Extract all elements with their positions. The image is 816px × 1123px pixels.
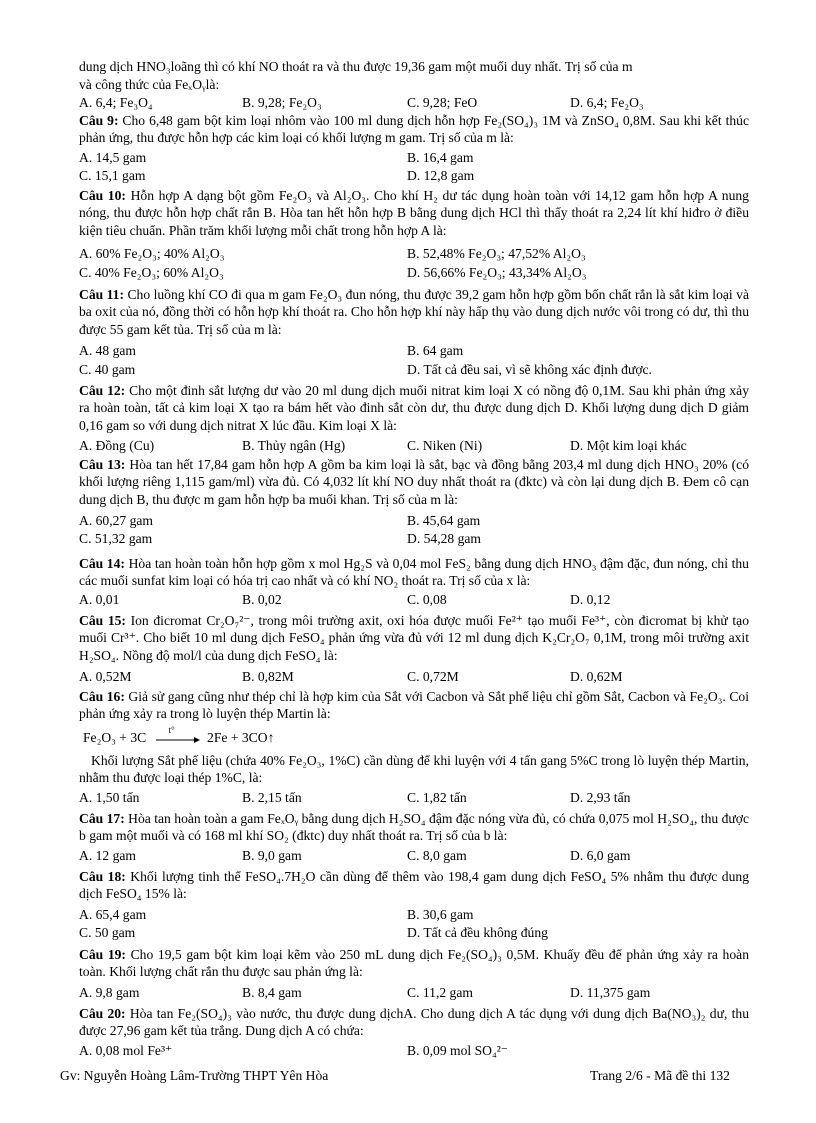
question-label: Câu 18: bbox=[79, 869, 126, 884]
option-d: D. Tất cả đều sai, vì sẽ không xác định được. bbox=[407, 362, 652, 377]
option-b: B. 9,28; Fe₂O₃ bbox=[242, 95, 322, 110]
option-d: D. 2,93 tấn bbox=[570, 790, 631, 805]
option-b: B. 16,4 gam bbox=[407, 150, 474, 165]
question-text: Giả sử gang cũng như thép chỉ là hợp kim của Sắt với Cacbon và Sắt phế liệu chỉ gồm Sắt, Cacbon và Fe₂O₃. Coi phản ứng xảy ra trong lò luyện thép Martin là: bbox=[79, 689, 749, 722]
option-d: D. 0,62M bbox=[570, 669, 623, 684]
options-row bbox=[79, 361, 749, 379]
question-15 bbox=[79, 612, 749, 664]
option-a: A. 14,5 gam bbox=[79, 150, 147, 165]
question-label: Câu 9: bbox=[79, 113, 119, 128]
question-label: Câu 13: bbox=[79, 457, 126, 472]
question-label: Câu 12: bbox=[79, 383, 126, 398]
question-16-continued: Khối lượng Sắt phế liệu (chứa 40% Fe₂O₃, 1%C) cần dùng để khi luyện với 4 tấn gang 5%C trong lò luyện thép Martin, nhằm thu được loại thép 1%C, là: bbox=[79, 753, 749, 786]
options-row bbox=[79, 512, 749, 530]
option-b: B. 0,82M bbox=[242, 669, 294, 684]
reaction-equation bbox=[83, 724, 275, 746]
intro-line-2: và công thức của FeₓOᵧlà: bbox=[79, 77, 220, 92]
option-d: D. 12,8 gam bbox=[407, 168, 475, 183]
option-c: C. 11,2 gam bbox=[407, 985, 473, 1000]
question-text: Cho một đinh sắt lượng dư vào 20 ml dung dịch muối nitrat kim loại X có nồng độ 0,1M. Sau khi phản ứng xảy ra hoàn toàn, tất cả kim loại X tạo ra bám hết vào đinh sắt còn dư, thu được dung dịch D. Khối lượng dung dịch D giảm 0,16 gam so với dung dịch nitrat X lúc đầu. Kim loại X là: bbox=[79, 383, 749, 433]
option-d: D. 56,66% Fe₂O₃; 43,34% Al₂O₃ bbox=[407, 265, 587, 280]
option-c: C. 0,08 bbox=[407, 592, 447, 607]
question-text: Ion đicromat Cr₂O₇²⁻, trong môi trường axit, oxi hóa được muối Fe²⁺ tạo muối Fe³⁺, còn đicromat bị khử tạo muối Cr³⁺. Cho biết 10 ml dung dịch FeSO₄ phản ứng vừa đủ với 12 ml dung dịch K₂Cr₂O₇ 0,1M, trong môi trường axit H₂SO₄. Nồng độ mol/l của dung dịch FeSO₄ là: bbox=[79, 613, 749, 663]
option-c: C. 40 gam bbox=[79, 362, 136, 377]
option-a: A. 9,8 gam bbox=[79, 985, 140, 1000]
option-b: B. Thủy ngân (Hg) bbox=[242, 438, 346, 453]
options-row bbox=[79, 984, 749, 1002]
question-text: Hỗn hợp A dạng bột gồm Fe₂O₃ và Al₂O₃. Cho khí H₂ dư tác dụng hoàn toàn với 14,12 gam hỗn hợp A nung nóng, thu được hỗn hợp chất rắn B. Hòa tan hết hỗn hợp B bằng dung dịch HCl thì thấy thoát ra 2,24 lít khí hiđro ở điều kiện tiêu chuẩn. Phần trăm khối lượng mỗi chất trong hỗn hợp A là: bbox=[79, 188, 749, 238]
question-13 bbox=[79, 456, 749, 508]
option-a: A. 0,08 mol Fe³⁺ bbox=[79, 1043, 173, 1058]
question-17 bbox=[79, 810, 749, 845]
option-b: B. 0,02 bbox=[242, 592, 282, 607]
question-label: Câu 19: bbox=[79, 947, 126, 962]
option-a: A. 48 gam bbox=[79, 343, 137, 358]
reaction-arrow-icon bbox=[154, 724, 200, 744]
question-20 bbox=[79, 1005, 749, 1040]
options-row bbox=[79, 530, 749, 548]
option-a: A. 65,4 gam bbox=[79, 907, 147, 922]
options-row bbox=[79, 264, 749, 282]
option-a: A. 6,4; Fe₃O₄ bbox=[79, 95, 153, 110]
intro-line-1: dung dịch HNO₃loãng thì có khí NO thoát ra và thu được 19,36 gam một muối duy nhất. Trị số của m bbox=[79, 59, 633, 74]
option-c: C. 9,28; FeO bbox=[407, 95, 478, 110]
option-b: B. 0,09 mol SO₄²⁻ bbox=[407, 1043, 508, 1058]
question-text: Hòa tan Fe₂(SO₄)₃ vào nước, thu được dung dịchA. Cho dung dịch A tác dụng với dung dịch Ba(NO₃)₂ dư, thu được 27,96 gam kết tủa trắng. Dung dịch A có chứa: bbox=[79, 1006, 749, 1039]
option-d: D. 11,375 gam bbox=[570, 985, 651, 1000]
option-a: A. 12 gam bbox=[79, 848, 137, 863]
question-text: Cho 6,48 gam bột kim loại nhôm vào 100 ml dung dịch hỗn hợp Fe₂(SO₄)₃ 1M và ZnSO₄ 0,8M. Sau khi kết thúc phản ứng, thu được hỗn hợp các kim loại có khối lượng m gam. Trị số của m là: bbox=[79, 113, 749, 146]
options-row bbox=[79, 1042, 749, 1060]
option-b: B. 64 gam bbox=[407, 343, 464, 358]
option-c: C. Niken (Ni) bbox=[407, 438, 483, 453]
options-row bbox=[79, 591, 749, 609]
option-a: A. 0,52M bbox=[79, 669, 132, 684]
footer-page-info: Trang 2/6 - Mã đề thi 132 bbox=[590, 1068, 730, 1083]
equation-products: 2Fe + 3CO↑ bbox=[207, 730, 275, 745]
option-d: D. 54,28 gam bbox=[407, 531, 482, 546]
options-row bbox=[79, 437, 749, 455]
question-12 bbox=[79, 382, 749, 434]
option-b: B. 45,64 gam bbox=[407, 513, 481, 528]
option-b: B. 9,0 gam bbox=[242, 848, 302, 863]
options-row bbox=[79, 245, 749, 263]
options-row bbox=[79, 342, 749, 360]
option-d: D. 6,0 gam bbox=[570, 848, 631, 863]
question-text: Cho 19,5 gam bột kim loại kẽm vào 250 mL dung dịch Fe₂(SO₄)₃ 0,5M. Khuấy đều để phản ứng xảy ra hoàn toàn. Khối lượng chất rắn thu được sau phản ứng là: bbox=[79, 947, 749, 980]
option-c: C. 15,1 gam bbox=[79, 168, 146, 183]
option-c: C. 1,82 tấn bbox=[407, 790, 467, 805]
option-b: B. 30,6 gam bbox=[407, 907, 474, 922]
options-row bbox=[79, 924, 749, 942]
options-row bbox=[79, 906, 749, 924]
question-19 bbox=[79, 946, 749, 981]
question-label: Câu 10: bbox=[79, 188, 126, 203]
option-d: D. 0,12 bbox=[570, 592, 611, 607]
options-row bbox=[79, 668, 749, 686]
options-row bbox=[79, 167, 749, 185]
option-c: C. 50 gam bbox=[79, 925, 136, 940]
question-text: Khối lượng tinh thể FeSO₄.7H₂O cần dùng để thêm vào 198,4 gam dung dịch FeSO₄ 5% nhằm thu được dung dịch FeSO₄ 15% là: bbox=[79, 869, 749, 902]
question-text: Hòa tan hết 17,84 gam hỗn hợp A gồm ba kim loại là sắt, bạc và đồng bằng 203,4 ml dung dịch HNO₃ 20% (có khối lượng riêng 1,115 gam/ml) vừa đủ. Có 4,032 lít khí NO duy nhất thoát ra (đktc) và còn lại dung dịch B. Đem cô cạn dung dịch B, thu được m gam hỗn hợp ba muối khan. Trị số của m là: bbox=[79, 457, 749, 507]
question-text: Cho luồng khí CO đi qua m gam Fe₂O₃ đun nóng, thu được 39,2 gam hỗn hợp gồm bốn chất rắn là sắt kim loại và ba oxit của nó, đồng thời có hỗn hợp khí thoát ra. Cho hỗn hợp khí này hấp thụ vào dung dịch nước vôi trong có dư, thì thu được 55 gam kết tủa. Trị số của m là: bbox=[79, 287, 749, 337]
option-a: A. 0,01 bbox=[79, 592, 120, 607]
option-d: D. Một kim loại khác bbox=[570, 438, 687, 453]
question-label: Câu 17: bbox=[79, 811, 125, 826]
options-row bbox=[79, 789, 749, 807]
question-label: Câu 16: bbox=[79, 689, 125, 704]
question-18 bbox=[79, 868, 749, 903]
options-row bbox=[79, 847, 749, 865]
option-c: C. 8,0 gam bbox=[407, 848, 467, 863]
question-label: Câu 14: bbox=[79, 556, 125, 571]
option-c: C. 0,72M bbox=[407, 669, 459, 684]
option-a: A. 60,27 gam bbox=[79, 513, 154, 528]
question-9 bbox=[79, 112, 749, 147]
temperature-label: t° bbox=[168, 724, 175, 735]
intro-options bbox=[79, 94, 749, 112]
option-d: D. Tất cả đều không đúng bbox=[407, 925, 548, 940]
question-text: Hòa tan hoàn toàn hỗn hợp gồm x mol Hg₂S và 0,04 mol FeS₂ bằng dung dịch HNO₃ đậm đặc, đun nóng, chỉ thu các muối sunfat kim loại có hóa trị cao nhất và có khí NO₂ thoát ra. Trị số của x là: bbox=[79, 556, 749, 589]
option-b: B. 8,4 gam bbox=[242, 985, 302, 1000]
options-row bbox=[79, 149, 749, 167]
option-c: C. 51,32 gam bbox=[79, 531, 153, 546]
question-label: Câu 15: bbox=[79, 613, 126, 628]
question-14 bbox=[79, 555, 749, 590]
equation-reactants: Fe₂O₃ + 3C bbox=[83, 730, 147, 745]
footer-author: Gv: Nguyễn Hoàng Lâm-Trường THPT Yên Hòa bbox=[60, 1068, 329, 1083]
question-label: Câu 11: bbox=[79, 287, 125, 302]
option-b: B. 52,48% Fe₂O₃; 47,52% Al₂O₃ bbox=[407, 246, 586, 261]
option-d: D. 6,4; Fe₂O₃ bbox=[570, 95, 644, 110]
question-10 bbox=[79, 187, 749, 239]
option-a: A. Đồng (Cu) bbox=[79, 438, 155, 453]
option-a: A. 1,50 tấn bbox=[79, 790, 140, 805]
question-label: Câu 20: bbox=[79, 1006, 126, 1021]
option-b: B. 2,15 tấn bbox=[242, 790, 302, 805]
question-11 bbox=[79, 286, 749, 338]
option-c: C. 40% Fe₂O₃; 60% Al₂O₃ bbox=[79, 265, 224, 280]
question-text: Hòa tan hoàn toàn a gam FeₓOᵧ bằng dung dịch H₂SO₄ đậm đặc nóng vừa đủ, có chứa 0,075 mol H₂SO₄, thu được b gam một muối và có 168 ml khí SO₂ (đktc) duy nhất thoát ra. Trị số của b là: bbox=[79, 811, 749, 844]
question-16 bbox=[79, 688, 749, 723]
option-a: A. 60% Fe₂O₃; 40% Al₂O₃ bbox=[79, 246, 225, 261]
